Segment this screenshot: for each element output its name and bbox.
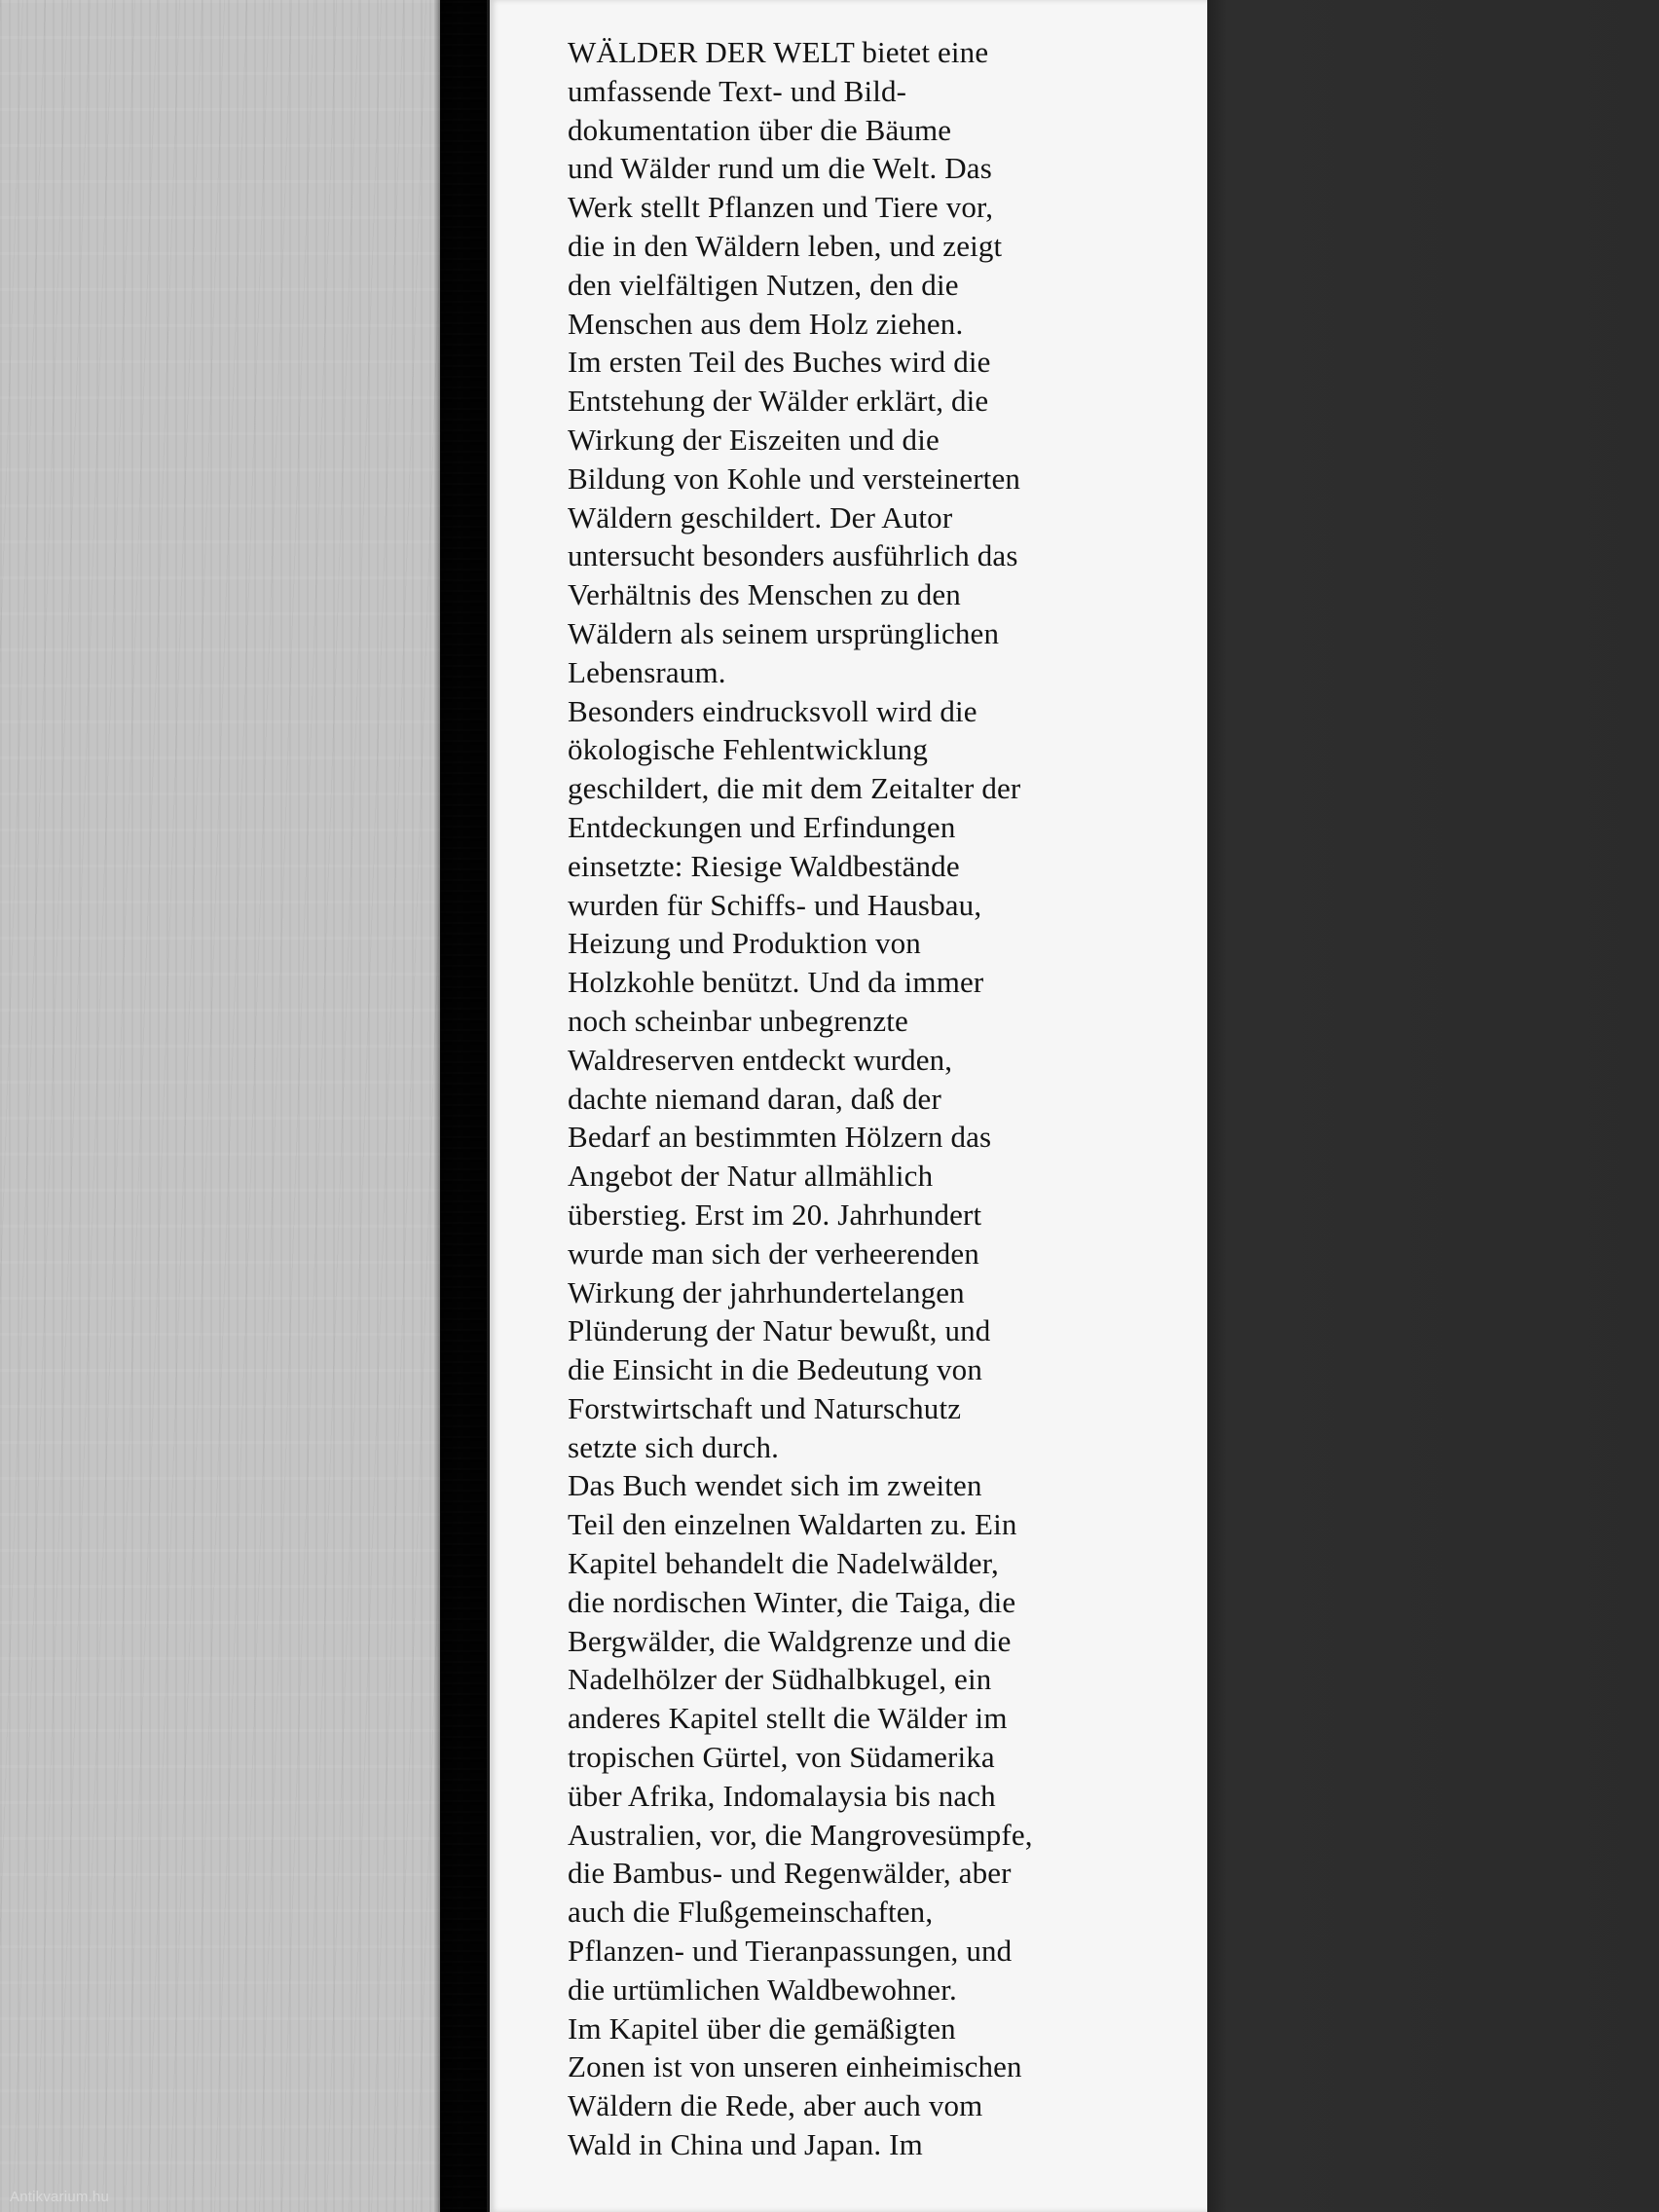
flap-text-line: Kapitel behandelt die Nadelwälder, <box>568 1546 999 1581</box>
flap-text-line: Bildung von Kohle und versteinerten <box>568 461 1020 496</box>
flap-text-line: Angebot der Natur allmählich <box>568 1159 934 1194</box>
flap-text-line: Bedarf an bestimmten Hölzern das <box>568 1120 992 1155</box>
flap-text-line: Das Buch wendet sich im zweiten <box>568 1468 982 1503</box>
flap-text-line: wurden für Schiffs- und Hausbau, <box>568 887 982 922</box>
flap-text-line: und Wälder rund um die Welt. Das <box>568 151 992 186</box>
flap-text-line: noch scheinbar unbegrenzte <box>568 1003 908 1038</box>
flap-text-line: Pflanzen- und Tieranpassungen, und <box>568 1934 1013 1969</box>
flap-text-line: Wäldern geschildert. Der Autor <box>568 499 953 535</box>
flap-text-line: Heizung und Produktion von <box>568 926 921 961</box>
dark-book-cover <box>1207 0 1659 2212</box>
flap-text-line: geschildert, die mit dem Zeitalter der <box>568 771 1021 806</box>
book-jacket-flap <box>490 0 1207 2212</box>
flap-text-line: die urtümlichen Waldbewohner. <box>568 1972 957 2007</box>
flap-text-line: Wald in China und Japan. Im <box>568 2127 923 2162</box>
flap-text-line: Australien, vor, die Mangrovesümpfe, <box>568 1817 1033 1852</box>
watermark: Antikvarium.hu <box>10 2189 110 2205</box>
flap-description-text <box>568 33 1191 2164</box>
flap-text-line: ökologische Fehlentwicklung <box>568 732 928 767</box>
flap-text-line: Besonders eindrucksvoll wird die <box>568 693 977 728</box>
wood-surface <box>0 0 440 2212</box>
flap-text-line: setzte sich durch. <box>568 1429 780 1464</box>
flap-text-line: die Bambus- und Regenwälder, aber <box>568 1856 1012 1891</box>
flap-text-line: Teil den einzelnen Waldarten zu. Ein <box>568 1507 1017 1542</box>
flap-text-line: den vielfältigen Nutzen, den die <box>568 267 959 302</box>
flap-text-line: Plünderung der Natur bewußt, und <box>568 1313 991 1348</box>
flap-text-line: Lebensraum. <box>568 654 726 689</box>
flap-text-line: Werk stellt Pflanzen und Tiere vor, <box>568 190 994 225</box>
flap-text-line: Menschen aus dem Holz ziehen. <box>568 306 964 341</box>
flap-text-line: Im Kapitel über die gemäßigten <box>568 2010 956 2046</box>
flap-text-line: über Afrika, Indomalaysia bis nach <box>568 1778 996 1813</box>
flap-text-line: Wirkung der Eiszeiten und die <box>568 422 940 457</box>
flap-text-line: anderes Kapitel stellt die Wälder im <box>568 1701 1008 1736</box>
flap-text-line: Verhältnis des Menschen zu den <box>568 577 961 612</box>
flap-text-line: umfassende Text- und Bild- <box>568 73 907 108</box>
flap-text-line: wurde man sich der verheerenden <box>568 1235 979 1271</box>
flap-text-line: die Einsicht in die Bedeutung von <box>568 1352 982 1387</box>
flap-text-line: dokumentation über die Bäume <box>568 112 952 147</box>
flap-text-line: dachte niemand daran, daß der <box>568 1081 941 1116</box>
flap-text-line: die nordischen Winter, die Taiga, die <box>568 1584 1016 1619</box>
flap-text-line: Im ersten Teil des Buches wird die <box>568 345 991 380</box>
flap-text-line: überstieg. Erst im 20. Jahrhundert <box>568 1197 982 1232</box>
book-spine-edge <box>440 0 487 2212</box>
flap-text-line: tropischen Gürtel, von Südamerika <box>568 1740 995 1775</box>
flap-text-line: die in den Wäldern leben, und zeigt <box>568 228 1003 263</box>
flap-text-line: Bergwälder, die Waldgrenze und die <box>568 1623 1012 1658</box>
flap-text-line: untersucht besonders ausführlich das <box>568 538 1018 573</box>
flap-text-line: Waldreserven entdeckt wurden, <box>568 1042 953 1077</box>
flap-text-line: einsetzte: Riesige Waldbestände <box>568 848 960 883</box>
flap-text-line: Zonen ist von unseren einheimischen <box>568 2049 1022 2084</box>
flap-text-line: Wirkung der jahrhundertelangen <box>568 1274 965 1309</box>
flap-text-line: Nadelhölzer der Südhalbkugel, ein <box>568 1662 992 1697</box>
flap-text-line: WÄLDER DER WELT bietet eine <box>568 35 989 69</box>
flap-text-line: Forstwirtschaft und Naturschutz <box>568 1390 962 1425</box>
flap-text-line: auch die Flußgemeinschaften, <box>568 1895 934 1930</box>
flap-text-line: Holzkohle benützt. Und da immer <box>568 965 984 1000</box>
flap-text-line: Entdeckungen und Erfindungen <box>568 809 956 844</box>
flap-text-line: Wäldern als seinem ursprünglichen <box>568 615 1000 650</box>
flap-text-line: Wäldern die Rede, aber auch vom <box>568 2088 983 2123</box>
flap-text-line: Entstehung der Wälder erklärt, die <box>568 384 989 419</box>
